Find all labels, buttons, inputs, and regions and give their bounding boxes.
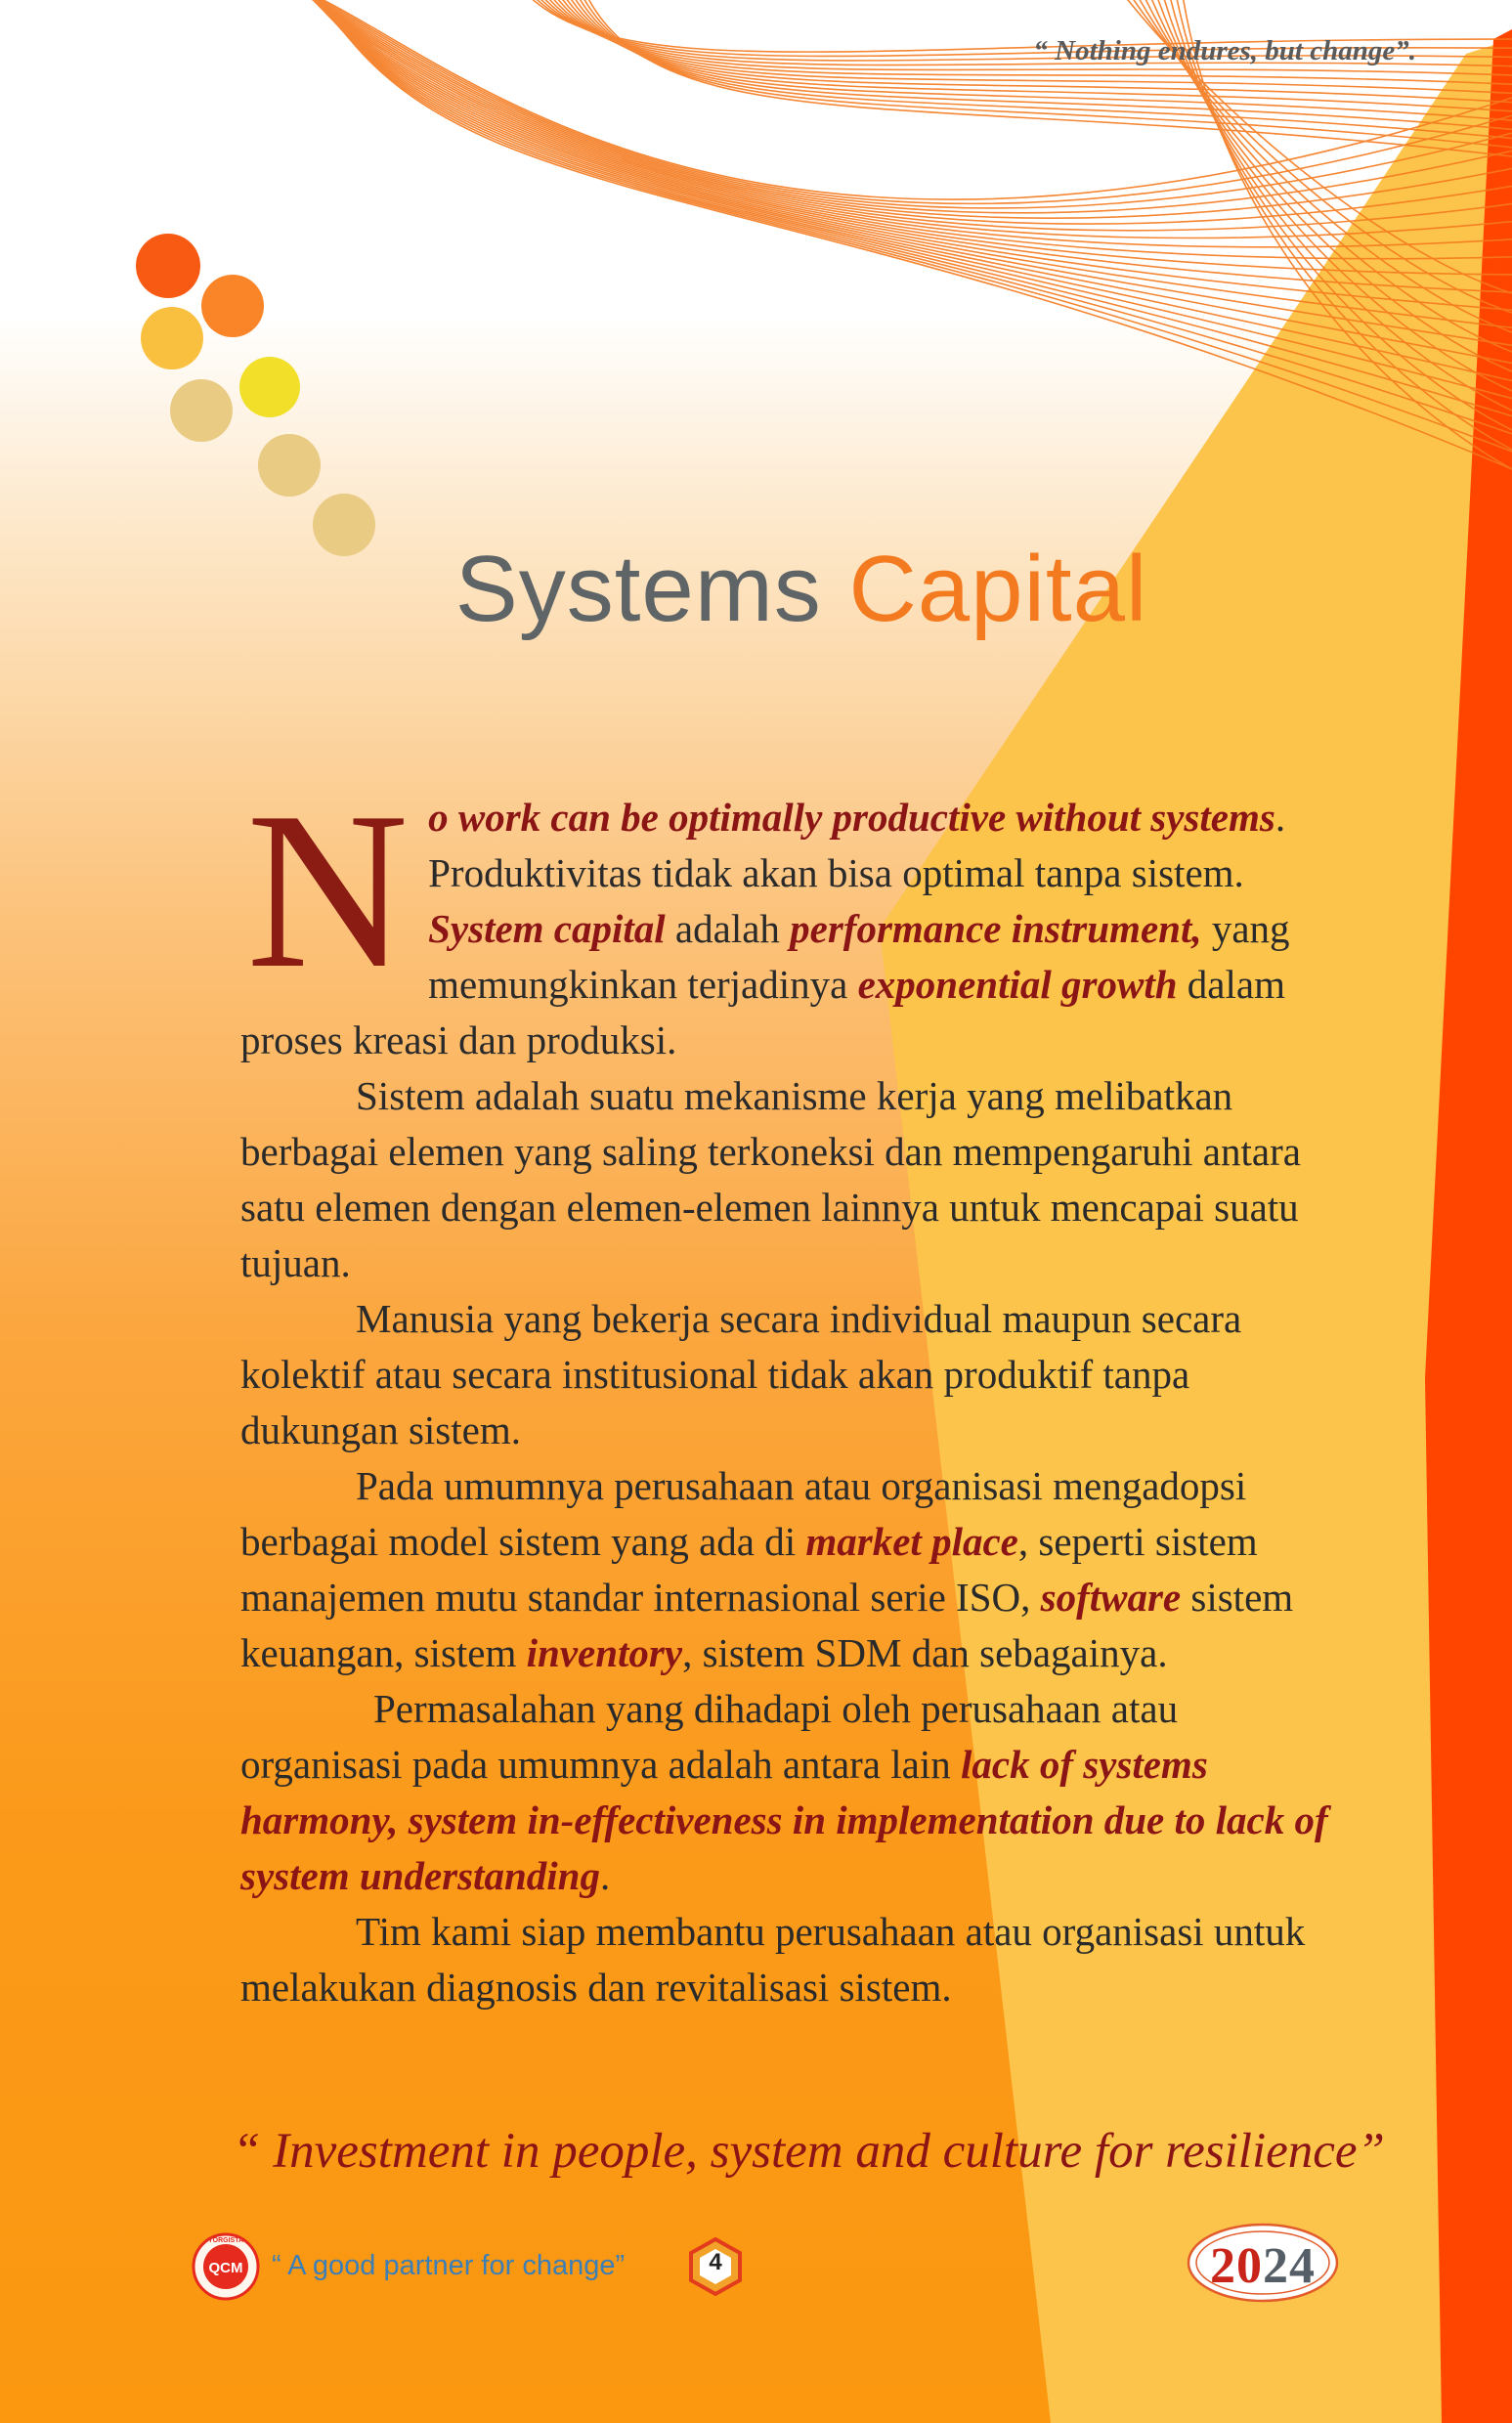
qcm-logo [192,2232,260,2301]
year-part-1: 20 [1210,2238,1263,2294]
header-quote: “ Nothing endures, but change”. [1033,35,1416,66]
article-body [240,765,1335,2015]
title-word-capital: Capital [848,537,1148,641]
page-number-badge [686,2237,745,2296]
title-word-systems: Systems [454,537,822,641]
drop-cap: N [246,765,410,1015]
closing-quote: “ Investment in people, system and culture for resilience” [233,2124,1385,2179]
paragraph-1: No work can be optimally productive without systems. Produktivitas tidak akan bisa optimal tanpa sistem. System capital adalah performance instrument, yang memungkinkan terjadinya exponential growth dalam proses kreasi dan produksi. [240,765,1290,1062]
paragraph-3: Manusia yang bekerja secara individual maupun secara kolektif atau secara institusional tidak akan produktif tanpa dukungan sistem. [240,1296,1242,1452]
paragraph-4: Pada umumnya perusahaan atau organisasi mengadopsi berbagai model sistem yang ada di market place, seperti sistem manajemen mutu standar internasional serie ISO, software sistem keuangan, sistem inventory, sistem SDM dan sebagainya. [240,1463,1294,1675]
paragraph-2: Sistem adalah suatu mekanisme kerja yang melibatkan berbagai elemen yang saling terkoneksi dan mempengaruhi antara satu elemen dengan elemen-elemen lainnya untuk mencapai suatu tujuan. [240,1073,1301,1285]
emphasis-system-capital: System capital [428,906,666,951]
paragraph-5: Permasalahan yang dihadapi oleh perusahaan atau organisasi pada umumnya adalah antara lain lack of systems harmony, system in-effectiveness in implementation due to lack of system understanding. [240,1686,1328,1898]
emphasis-performance-instrument: performance instrument, [790,906,1202,951]
year-badge [1187,2223,1339,2303]
footer-tagline: “ A good partner for change” [272,2250,626,2281]
emphasis-market-place: market place [805,1519,1018,1564]
logo-ring-text: YORGISTA [207,2237,244,2244]
emphasis-exponential-growth: exponential growth [857,962,1178,1007]
lead-sentence: o work can be optimally productive without systems [428,795,1275,840]
paragraph-6: Tim kami siap membantu perusahaan atau organisasi untuk melakukan diagnosis dan revitalisasi sistem. [240,1909,1306,2010]
logo-text: QCM [208,2260,243,2276]
emphasis-lack-of-harmony: lack of systems harmony, system in-effectiveness in implementation due to lack of system understanding [240,1742,1328,1898]
page-title [0,536,1512,643]
page-number: 4 [709,2249,722,2275]
emphasis-software: software [1040,1575,1182,1620]
year-part-2: 24 [1263,2238,1316,2294]
emphasis-inventory: inventory [526,1630,683,1675]
